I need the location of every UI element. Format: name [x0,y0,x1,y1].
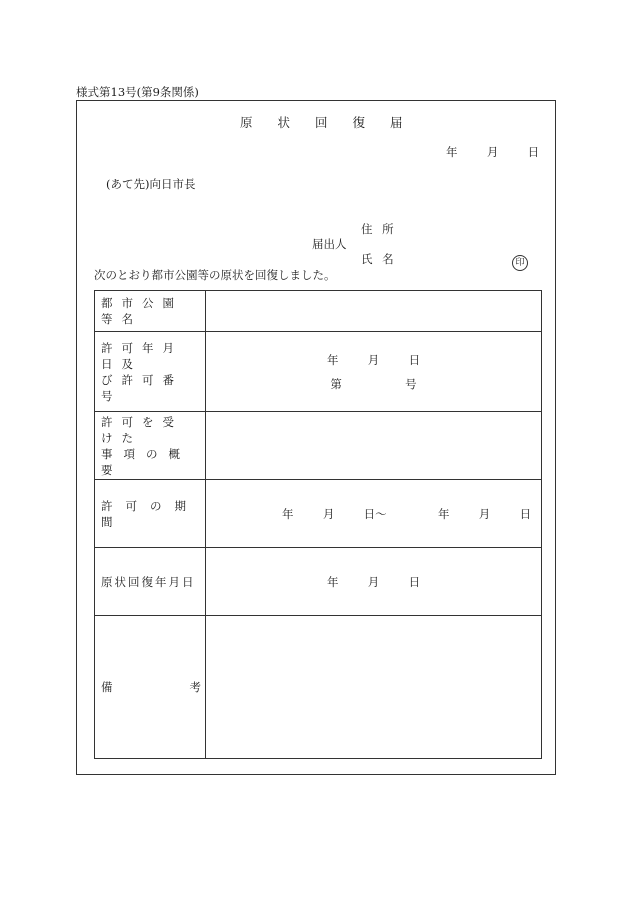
table-row-park-name [95,291,542,332]
name-label: 氏 名 [361,252,394,266]
permit-year-label: 年 [326,352,339,367]
period-to-day: 日 [519,506,532,521]
permit-date-label-line1: 許可年月日及 [101,340,183,371]
permit-period-value-cell[interactable] [206,480,542,548]
date-month-label: 月 [486,145,499,159]
remarks-label-cell [95,616,206,759]
permit-date-number-label-cell [95,332,206,412]
park-name-label: 都市公園等名 [101,296,183,326]
table-row-permit-summary [95,412,542,480]
permit-period-line [206,506,541,522]
permit-month-label: 月 [367,352,380,367]
permit-period-label: 許可の期間 [101,498,199,529]
seal-icon: 印 [512,255,528,271]
restoration-day-label: 日 [408,574,421,589]
restoration-year-label: 年 [326,574,339,589]
restoration-date-line [206,574,541,590]
park-name-label-cell [95,291,206,332]
table-row-remarks [95,616,542,759]
form-title: 原状回復届 [240,115,428,130]
permit-date-number-value-cell[interactable] [206,332,542,412]
applicant-group-label: 届出人 [312,237,347,251]
remarks-value-cell[interactable] [206,616,542,759]
period-to-month: 月 [478,506,491,521]
table-row-permit-period [95,480,542,548]
permit-day-label: 日 [408,352,421,367]
permit-summary-label-cell [95,412,206,480]
remarks-label-left: 備 [101,680,113,694]
restoration-date-label-cell [95,548,206,616]
permit-summary-value-cell[interactable] [206,412,542,480]
park-name-value-cell[interactable] [206,291,542,332]
address-label: 住 所 [361,222,394,236]
statement-text: 次のとおり都市公園等の原状を回復しました。 [94,268,336,282]
table-row-permit-date-number [95,332,542,412]
permit-number-suffix: 号 [405,376,417,391]
permit-number-line [206,376,541,392]
period-from-month: 月 [322,506,335,521]
addressee: (あて先)向日市長 [106,177,196,191]
date-day-label: 日 [527,145,540,159]
period-from-day: 日〜 [363,506,387,521]
form-number-label: 様式第13号(第9条関係) [76,85,199,99]
date-year-label: 年 [446,145,458,159]
permit-period-label-cell [95,480,206,548]
permit-summary-label-line1: 許可を受けた [101,414,183,445]
seal-mark [512,250,528,271]
permit-number-prefix: 第 [330,376,342,391]
details-table [94,290,542,759]
remarks-label [101,679,201,695]
period-to-year: 年 [437,506,450,521]
remarks-label-right: 考 [189,680,201,694]
permit-summary-label-line2: 事項の概要 [101,446,191,477]
period-from-year: 年 [282,506,294,521]
permit-date-line [206,352,541,368]
restoration-date-value-cell[interactable] [206,548,542,616]
permit-date-label-line2: び許可番号 [101,372,183,403]
restoration-month-label: 月 [367,574,380,589]
table-row-restoration-date [95,548,542,616]
submission-date [446,144,539,160]
restoration-date-label: 原状回復年月日 [101,574,196,589]
